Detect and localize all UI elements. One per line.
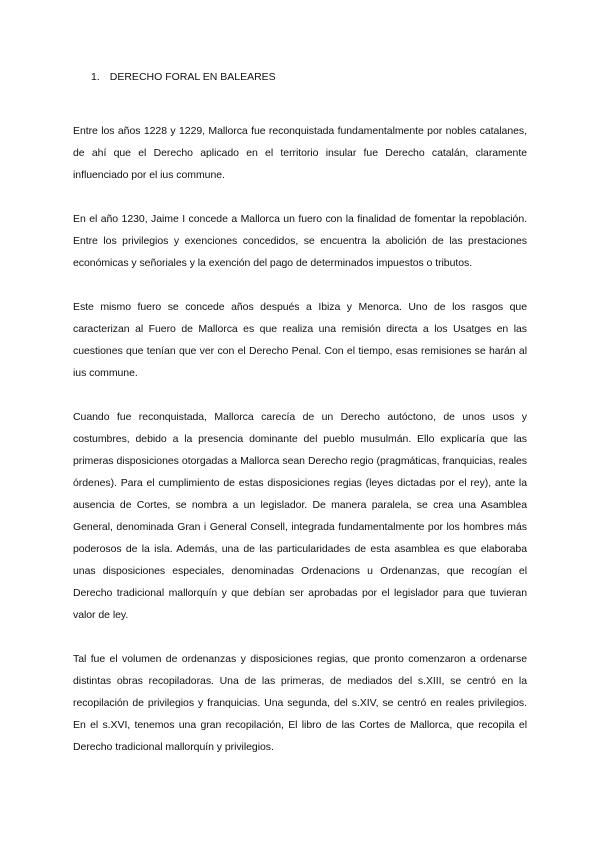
paragraph-reconquista: Entre los años 1228 y 1229, Mallorca fue reconquistada fundamentalmente por nobles catalanes, de ahí que el Derecho aplicado en el territorio insular fue Derecho catalán, claramente influenciado por el ius commune.	[73, 125, 527, 181]
paragraph-fuero-1230: En el año 1230, Jaime I concede a Mallorca un fuero con la finalidad de fomentar la repoblación. Entre los privilegios y exenciones concedidos, se encuentra la abolición de las prestaciones económicas y señoriales y la exención del pago de determinados impuestos o tributos.	[73, 213, 527, 269]
paragraph-recopilaciones: Tal fue el volumen de ordenanzas y disposiciones regias, que pronto comenzaron a ordenarse distintas obras recopiladoras. Una de las primeras, de mediados del s.XIII, se centró en la recopilación de privilegios y franquicias. Una segunda, del s.XIV, se centró en reales privilegios. En el s.XVI, tenemos una gran recopilación, El libro de las Cortes de Mallorca, que recopila el Derecho tradicional mallorquín y privilegios.	[73, 653, 527, 753]
section-number: 1.	[91, 71, 100, 83]
paragraph-derecho-regio: Cuando fue reconquistada, Mallorca carecía de un Derecho autóctono, de unos usos y costumbres, debido a la presencia dominante del pueblo musulmán. Ello explicaría que las primeras disposiciones otorgadas a Mallorca sean Derecho regio (pragmáticas, franquicias, reales órdenes). Para el cumplimiento de estas disposiciones regias (leyes dictadas por el rey), ante la ausencia de Cortes, se nombra a un legislador. De manera paralela, se crea una Asamblea General, denominada Gran i General Consell, integrada fundamentalmente por los hombres más poderosos de la isla. Además, una de las particularidades de esta asamblea es que elaboraba unas disposiciones especiales, denominadas Ordenacions u Ordenanzas, que recogían el Derecho tradicional mallorquín y que debían ser aprobadas por el legislador para que tuvieran valor de ley.	[73, 411, 527, 621]
paragraph-ibiza-menorca: Este mismo fuero se concede años después a Ibiza y Menorca. Uno de los rasgos que caracterizan al Fuero de Mallorca es que realiza una remisión directa a los Usatges en las cuestiones que tenían que ver con el Derecho Penal. Con el tiempo, esas remisiones se harán al ius commune.	[73, 301, 527, 379]
section-title: DERECHO FORAL EN BALEARES	[109, 71, 276, 83]
section-heading	[91, 70, 527, 84]
